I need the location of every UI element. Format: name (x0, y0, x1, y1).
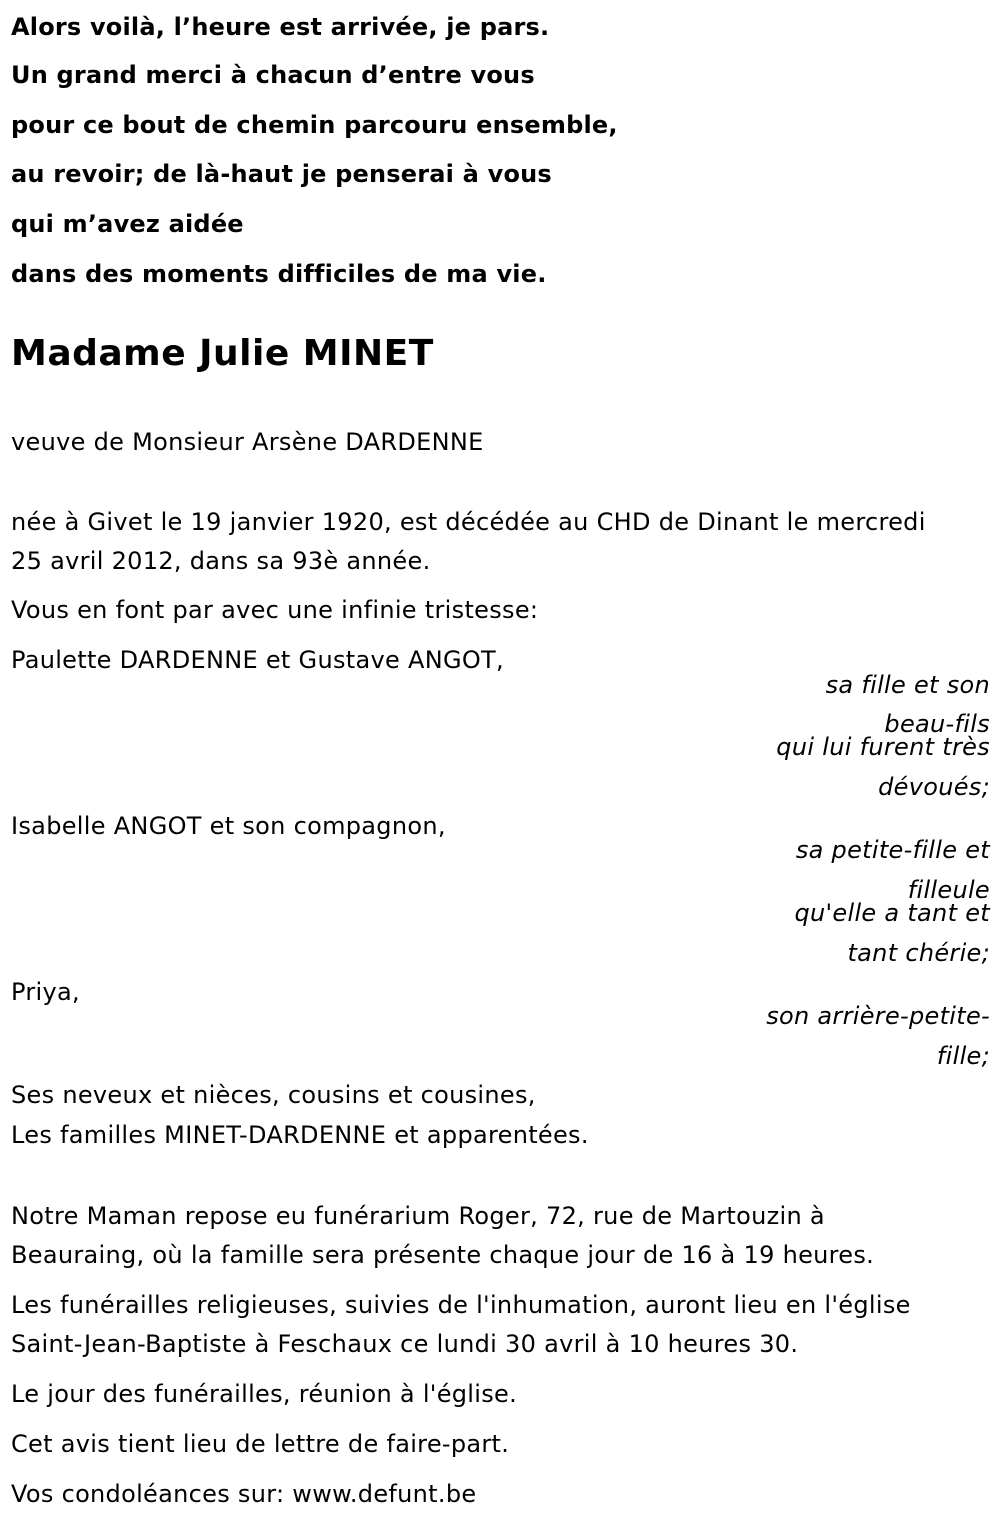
poem-line: pour ce bout de chemin parcouru ensemble, (11, 111, 618, 139)
family-relation: qu'elle a tant et (794, 899, 990, 927)
family-member-name: Isabelle ANGOT et son compagnon, (11, 812, 446, 840)
family-relation: son arrière-petite- (766, 1002, 990, 1030)
family-relation: sa petite-fille et (795, 836, 990, 864)
condolences-info: Vos condoléances sur: www.defunt.be (11, 1480, 477, 1508)
family-relation: beau-fils (884, 710, 990, 738)
family-member-name: Priya, (11, 978, 80, 1006)
announcement-intro: Vous en font par avec une infinie tristesse: (11, 596, 539, 624)
family-relation: qui lui furent très (776, 733, 990, 761)
family-relation: sa fille et son (825, 671, 990, 699)
poem-line: dans des moments difficiles de ma vie. (11, 260, 547, 288)
family-relation: fille; (936, 1042, 990, 1070)
birth-death-line: 25 avril 2012, dans sa 93è année. (11, 547, 431, 575)
family-relation: dévoués; (878, 773, 990, 801)
family-relation: tant chérie; (847, 939, 990, 967)
funerarium-info: Beauraing, où la famille sera présente chaque jour de 16 à 19 heures. (11, 1241, 875, 1269)
deceased-name: Madame Julie MINET (11, 333, 434, 374)
poem-line: Un grand merci à chacun d’entre vous (11, 61, 535, 89)
other-relatives: Les familles MINET-DARDENNE et apparentées. (11, 1121, 589, 1149)
family-relation: filleule (907, 876, 990, 904)
poem-line: au revoir; de là-haut je penserai à vous (11, 160, 552, 188)
funeral-info: Saint-Jean-Baptiste à Feschaux ce lundi 30 avril à 10 heures 30. (11, 1330, 799, 1358)
poem-line: qui m’avez aidée (11, 210, 244, 238)
family-member-name: Paulette DARDENNE et Gustave ANGOT, (11, 646, 504, 674)
funeral-info: Les funérailles religieuses, suivies de l'inhumation, auront lieu en l'église (11, 1291, 911, 1319)
birth-death-line: née à Givet le 19 janvier 1920, est décédée au CHD de Dinant le mercredi (11, 508, 926, 536)
poem-line: Alors voilà, l’heure est arrivée, je pars. (11, 13, 550, 41)
other-relatives: Ses neveux et nièces, cousins et cousines, (11, 1081, 536, 1109)
meeting-info: Le jour des funérailles, réunion à l'église. (11, 1380, 518, 1408)
widow-of: veuve de Monsieur Arsène DARDENNE (11, 428, 484, 456)
funerarium-info: Notre Maman repose eu funérarium Roger, 72, rue de Martouzin à (11, 1202, 825, 1230)
notice-info: Cet avis tient lieu de lettre de faire-part. (11, 1430, 510, 1458)
